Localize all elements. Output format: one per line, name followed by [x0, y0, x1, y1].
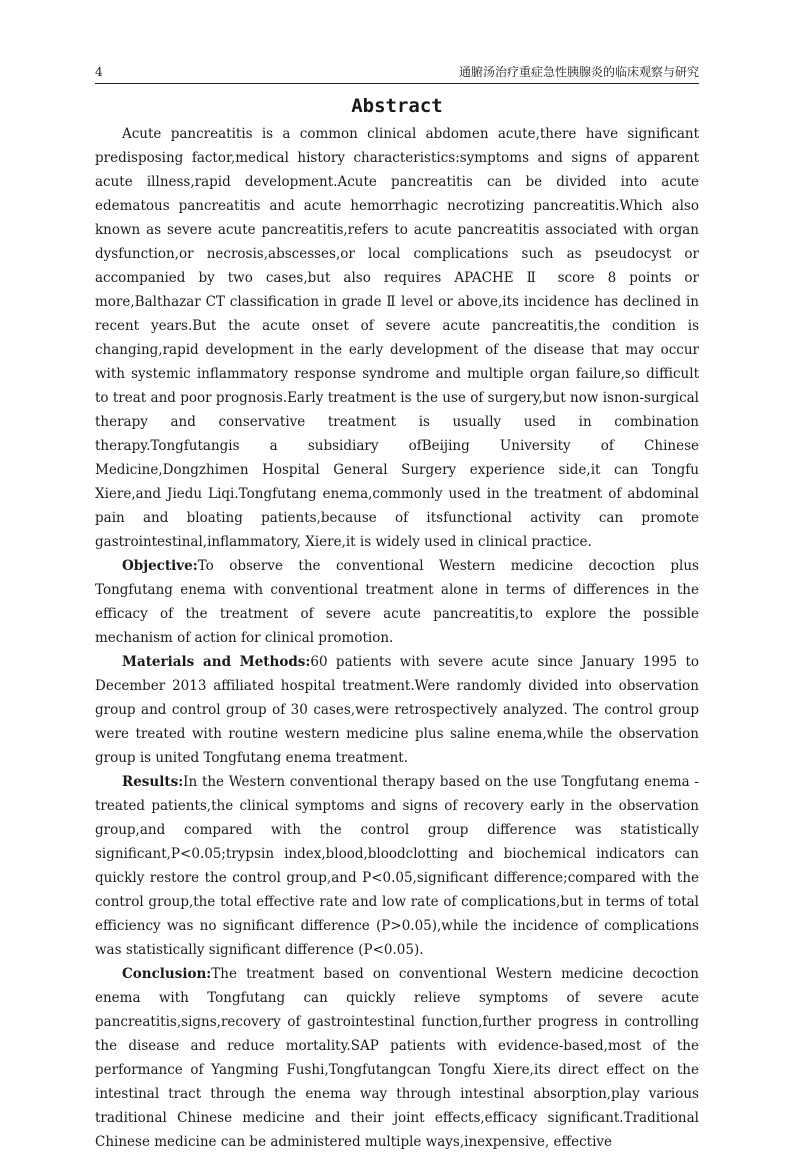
methods-paragraph [95, 650, 699, 770]
page-number: 4 [95, 65, 103, 79]
methods-label: Materials and Methods: [122, 654, 311, 670]
conclusion-paragraph [95, 962, 699, 1154]
objective-text: To observe the conventional Western medicine decoction plus Tongfutang enema with conventional treatment alone in terms of differences in the efficacy of the treatment of severe acute pancreatitis,to explore the possible mechanism of action for clinical promotion. [95, 558, 699, 646]
conclusion-label: Conclusion: [122, 966, 212, 982]
running-header [95, 64, 699, 84]
abstract-title: Abstract [351, 95, 443, 117]
methods-text: 60 patients with severe acute since January 1995 to December 2013 affiliated hospital treatment.Were randomly divided into observation group and control group of 30 cases,were retrospectively analyzed. The control group were treated with routine western medicine plus saline enema,while the observation group is united Tongfutang enema treatment. [95, 654, 699, 766]
results-label: Results: [122, 774, 184, 790]
intro-paragraph: Acute pancreatitis is a common clinical abdomen acute,there have significant predisposing factor,medical history characteristics:symptoms and signs of apparent acute illness,rapid development.Acute pancreatitis can be divided into acute edematous pancreatitis and acute hemorrhagic necrotizing pancreatitis.Which also known as severe acute pancreatitis,refers to acute pancreatitis associated with organ dysfunction,or necrosis,abscesses,or local complications such as pseudocyst or accompanied by two cases,but also requires APACHE Ⅱ score 8 points or more,Balthazar CT classification in grade Ⅱ level or above,its incidence has declined in recent years.But the acute onset of severe acute pancreatitis,the condition is changing,rapid development in the early development of the disease that may occur with systemic inflammatory response syndrome and multiple organ failure,so difficult to treat and poor prognosis.Early treatment is the use of surgery,but now isnon-surgical therapy and conservative treatment is usually used in combination therapy.Tongfutangis a subsidiary ofBeijing University of Chinese Medicine,Dongzhimen Hospital General Surgery experience side,it can Tongfu Xiere,and Jiedu Liqi.Tongfutang enema,commonly used in the treatment of abdominal pain and bloating patients,because of itsfunctional activity can promote gastrointestinal,inflammatory, Xiere,it is widely used in clinical practice. [95, 126, 699, 550]
objective-label: Objective: [122, 558, 198, 574]
results-paragraph [95, 770, 699, 962]
abstract-body [95, 122, 699, 1154]
running-title: 通腑汤治疗重症急性胰腺炎的临床观察与研究 [458, 65, 699, 79]
results-text: In the Western conventional therapy based on the use Tongfutang enema -treated patients,the clinical symptoms and signs of recovery early in the observation group,and compared with the control group difference was statistically significant,P<0.05;trypsin index,blood,bloodclotting and biochemical indicators can quickly restore the control group,and P<0.05,significant difference;compared with the control group,the total effective rate and low rate of complications,but in terms of total efficiency was no significant difference (P>0.05),while the incidence of complications was statistically significant difference (P<0.05). [95, 774, 699, 958]
objective-paragraph [95, 554, 699, 650]
conclusion-text: The treatment based on conventional Western medicine decoction enema with Tongfutang can quickly relieve symptoms of severe acute pancreatitis,signs,recovery of gastrointestinal function,further progress in controlling the disease and reduce mortality.SAP patients with evidence-based,most of the performance of Yangming Fushi,Tongfutangcan Tongfu Xiere,its direct effect on the intestinal tract through the enema way through intestinal absorption,play various traditional Chinese medicine and their joint effects,efficacy significant.Traditional Chinese medicine can be administered multiple ways,inexpensive, effective [95, 966, 699, 1150]
